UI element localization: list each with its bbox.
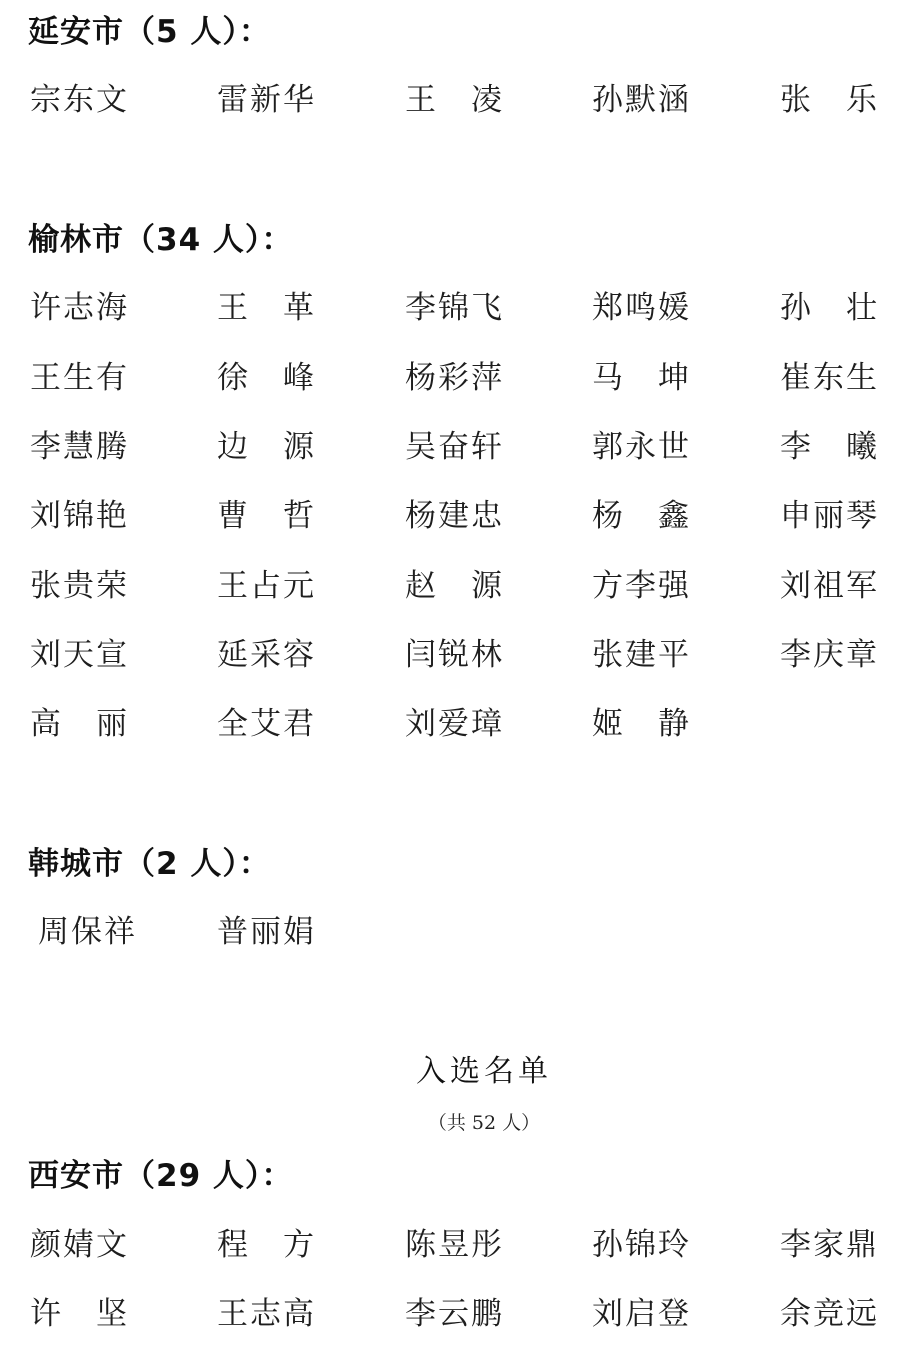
person-name: 普丽娟 [217,914,316,950]
person-name: 徐 峰 [217,360,316,396]
person-name: 方李强 [592,568,691,604]
name-row [0,1294,904,1334]
person-name: 李家鼎 [780,1227,879,1263]
name-row [0,566,904,606]
name-row [0,358,904,398]
person-name: 陈昱彤 [405,1227,504,1263]
person-name: 李慧腾 [30,429,129,465]
person-name: 颜婧文 [30,1227,129,1263]
person-name: 杨 鑫 [592,498,691,534]
name-row [0,427,904,467]
person-name: 边 源 [217,429,316,465]
name-row [0,1225,904,1265]
section-heading-yulin: 榆林市（34 人）： [28,222,294,258]
person-name: 高 丽 [30,706,129,742]
list-title: 入选名单 [416,1054,552,1089]
person-name: 郭永世 [592,429,691,465]
person-name: 刘爱璋 [405,706,504,742]
name-row [0,496,904,536]
person-name: 曹 哲 [217,498,316,534]
person-name: 孙 壮 [780,290,879,326]
person-name: 杨建忠 [405,498,504,534]
person-name: 王生有 [30,360,129,396]
person-name: 刘锦艳 [30,498,129,534]
person-name: 程 方 [217,1227,316,1263]
person-name: 刘启登 [592,1296,691,1332]
name-row [0,912,904,952]
section-heading-yanan: 延安市（5 人）： [28,14,271,50]
person-name: 宗东文 [30,82,129,118]
section-heading-xian: 西安市（29 人）： [28,1158,294,1194]
person-name: 李 曦 [780,429,879,465]
person-name: 张贵荣 [30,568,129,604]
person-name: 王 革 [217,290,316,326]
person-name: 赵 源 [405,568,504,604]
person-name: 张 乐 [780,82,879,118]
person-name: 许 坚 [30,1296,129,1332]
name-row [0,288,904,328]
person-name: 雷新华 [217,82,316,118]
person-name: 申丽琴 [780,498,879,534]
section-heading-hancheng: 韩城市（2 人）： [28,846,271,882]
person-name: 王占元 [217,568,316,604]
name-row [0,80,904,120]
person-name: 郑鸣媛 [592,290,691,326]
person-name: 马 坤 [592,360,691,396]
name-row [0,704,904,744]
person-name: 杨彩萍 [405,360,504,396]
person-name: 李庆章 [780,637,879,673]
person-name: 刘祖军 [780,568,879,604]
person-name: 闫锐林 [405,637,504,673]
person-name: 王志高 [217,1296,316,1332]
person-name: 姬 静 [592,706,691,742]
list-subtitle: （共 52 人） [427,1112,541,1134]
name-row [0,635,904,675]
person-name: 王 凌 [405,82,504,118]
person-name: 全艾君 [217,706,316,742]
person-name: 张建平 [592,637,691,673]
person-name: 周保祥 [38,914,137,950]
person-name: 崔东生 [780,360,879,396]
person-name: 刘天宣 [30,637,129,673]
person-name: 吴奋轩 [405,429,504,465]
person-name: 李锦飞 [405,290,504,326]
person-name: 余竞远 [780,1296,879,1332]
person-name: 延采容 [217,637,316,673]
person-name: 许志海 [30,290,129,326]
person-name: 李云鹏 [405,1296,504,1332]
person-name: 孙锦玲 [592,1227,691,1263]
person-name: 孙默涵 [592,82,691,118]
